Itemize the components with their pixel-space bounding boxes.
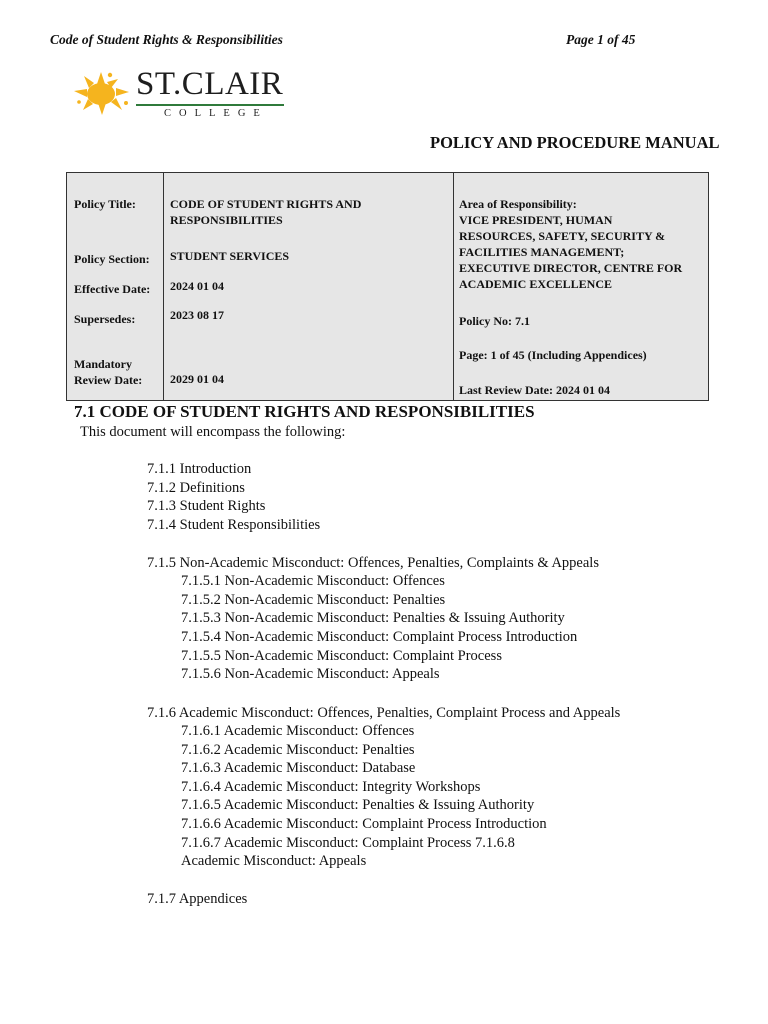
toc-subitem: 7.1.5.5 Non-Academic Misconduct: Complaint Process (181, 648, 502, 664)
supersedes-label: Supersedes: (74, 312, 136, 326)
page-count: Page: 1 of 45 (Including Appendices) (459, 348, 647, 362)
responsibility-line: FACILITIES MANAGEMENT; (459, 245, 625, 259)
column-divider (453, 173, 454, 400)
logo-subtitle: COLLEGE (164, 108, 268, 119)
review-date-label: Review Date: (74, 373, 143, 387)
toc-item: 7.1.2 Definitions (147, 480, 245, 496)
manual-title: POLICY AND PROCEDURE MANUAL (430, 133, 720, 152)
toc-item: 7.1.7 Appendices (147, 891, 248, 907)
running-header-title: Code of Student Rights & Responsibilities (50, 32, 283, 47)
logo-rule (136, 104, 284, 106)
toc-subitem: 7.1.6.1 Academic Misconduct: Offences (181, 723, 415, 739)
policy-number: Policy No: 7.1 (459, 314, 530, 328)
section-heading: 7.1 CODE OF STUDENT RIGHTS AND RESPONSIBILITIES (74, 402, 535, 421)
policy-title-label: Policy Title: (74, 197, 136, 211)
supersedes-value: 2023 08 17 (170, 308, 224, 322)
responsibility-label: Area of Responsibility: (459, 197, 577, 211)
toc-subitem: 7.1.5.1 Non-Academic Misconduct: Offences (181, 573, 445, 589)
responsibility-line: VICE PRESIDENT, HUMAN (459, 213, 613, 227)
toc-subitem: Academic Misconduct: Appeals (181, 853, 367, 869)
toc-subitem: 7.1.6.7 Academic Misconduct: Complaint Process 7.1.6.8 (181, 835, 515, 851)
responsibility-line: EXECUTIVE DIRECTOR, CENTRE FOR (459, 261, 683, 275)
toc-item: 7.1.3 Student Rights (147, 498, 266, 514)
toc-subitem: 7.1.5.4 Non-Academic Misconduct: Complaint Process Introduction (181, 629, 578, 645)
logo-wordmark: ST.CLAIR (136, 66, 284, 102)
toc-subitem: 7.1.6.3 Academic Misconduct: Database (181, 760, 416, 776)
leaf-emblem-icon (74, 70, 132, 116)
responsibility-line: RESOURCES, SAFETY, SECURITY & (459, 229, 666, 243)
toc-item: 7.1.4 Student Responsibilities (147, 517, 321, 533)
policy-title-value: CODE OF STUDENT RIGHTS AND (170, 197, 362, 211)
section-intro: This document will encompass the following: (80, 424, 346, 440)
toc-item: 7.1.5 Non-Academic Misconduct: Offences, Penalties, Complaints & Appeals (147, 555, 599, 571)
effective-date-value: 2024 01 04 (170, 279, 224, 293)
running-header-page: Page 1 of 45 (566, 32, 636, 47)
toc-subitem: 7.1.6.5 Academic Misconduct: Penalties & Issuing Authority (181, 797, 535, 813)
policy-info-box (66, 172, 709, 401)
policy-section-label: Policy Section: (74, 252, 150, 266)
mandatory-review-value: 2029 01 04 (170, 372, 224, 386)
responsibility-line: ACADEMIC EXCELLENCE (459, 277, 613, 291)
toc-subitem: 7.1.6.6 Academic Misconduct: Complaint Process Introduction (181, 816, 547, 832)
toc-subitem: 7.1.6.4 Academic Misconduct: Integrity Workshops (181, 779, 481, 795)
column-divider (163, 173, 164, 400)
toc-subitem: 7.1.5.6 Non-Academic Misconduct: Appeals (181, 666, 440, 682)
toc-item: 7.1.6 Academic Misconduct: Offences, Penalties, Complaint Process and Appeals (147, 705, 621, 721)
toc-item: 7.1.1 Introduction (147, 461, 252, 477)
policy-title-value-cont: RESPONSIBILITIES (170, 213, 283, 227)
college-logo (74, 66, 294, 122)
policy-section-value: STUDENT SERVICES (170, 249, 290, 263)
toc-subitem: 7.1.6.2 Academic Misconduct: Penalties (181, 742, 415, 758)
last-review-date: Last Review Date: 2024 01 04 (459, 383, 610, 397)
toc-subitem: 7.1.5.2 Non-Academic Misconduct: Penalties (181, 592, 446, 608)
toc-subitem: 7.1.5.3 Non-Academic Misconduct: Penalties & Issuing Authority (181, 610, 565, 626)
mandatory-review-label: Mandatory (74, 357, 132, 371)
effective-date-label: Effective Date: (74, 282, 151, 296)
